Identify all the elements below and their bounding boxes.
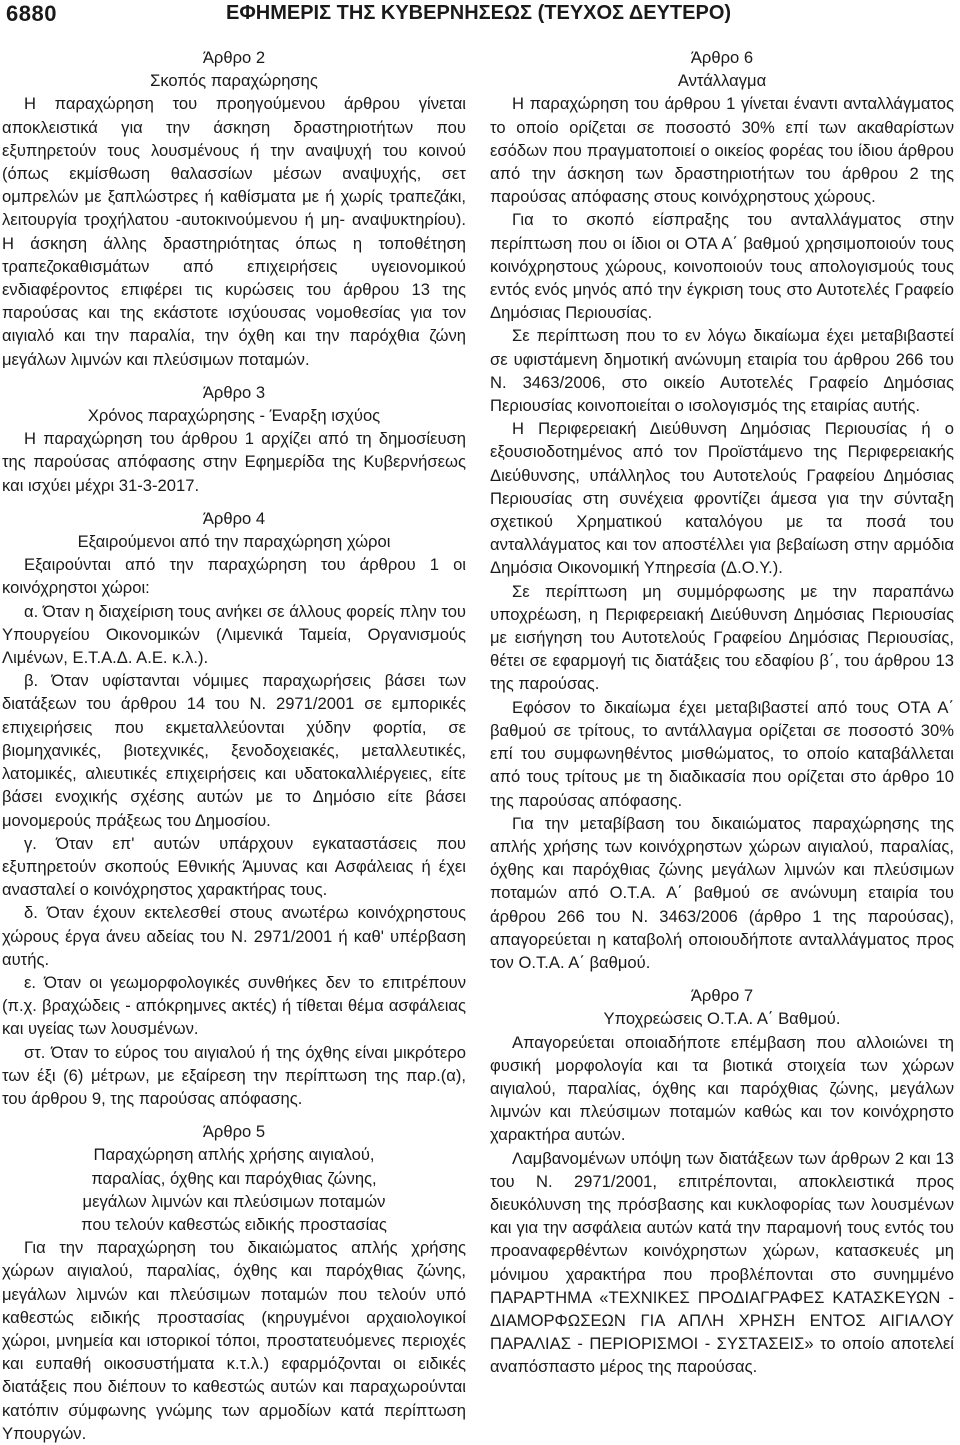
article-4-intro: Εξαιρούνται από την παραχώρηση του άρθρου 1 οι κοινόχρηστοι χώροι: [2,555,466,598]
article-4-case-d: δ. Όταν έχουν εκτελεσθεί στους ανωτέρω κοινόχρηστους χώρους έργα άνευ αδείας του Ν. 2971/2001 ή καθ' υπέρβαση αυτής. [2,903,466,969]
article-7-title: Υποχρεώσεις Ο.Τ.Α. Α΄ Βαθμού. [603,1009,841,1029]
article-3-title: Χρόνος παραχώρησης - Έναρξη ισχύος [87,406,381,426]
article-4-case-a: α. Όταν η διαχείριση τους ανήκει σε άλλους φορείς πλην του Υπουργείου Οικονομικών (Λιμενικά Ταμεία, Οργανισμούς Λιμένων, Ε.Τ.Α.Δ. Α.Ε. κ.λ.). [2,601,466,668]
article-2-heading: Άρθρο 2 [202,48,266,67]
article-4-case-b: β. Όταν υφίστανται νόμιμες παραχωρήσεις βάσει των διατάξεων του άρθρου 14 του Ν. 2971/2001 σε εμπορικές επιχειρήσεις που εκμεταλλεύονται χύδην φορτία, σε βιομηχανικές, βιοτεχνικές, ξενοδοχειακές, μεταλλευτικές, λατομικές, αλιευτικές επιχειρήσεις και υδατοκαλλιέργειες, είτε βάσει ενοχικής σχέσης αυτών με το Δημόσιο είτε βάσει μονομερούς πράξεως του Δημοσίου. [2,671,466,830]
article-6-paragraph-6: Εφόσον το δικαίωμα έχει μεταβιβαστεί από τους ΟΤΑ Α΄ βαθμού σε τρίτους, το αντάλλαγμα ορίζεται σε ποσοστό 30% επί του συμφωνηθέντος μισθώματος, το οποίο καταβάλλεται από τους τρίτους με τη διαδικασία που ορίζεται στο άρθρο 10 της παρούσας απόφασης. [490,697,954,810]
article-6-paragraph-3: Σε περίπτωση που το εν λόγω δικαίωμα έχει μεταβιβαστεί σε υφιστάμενη δημοτική ανώνυμη εταιρία του άρθρου 266 του Ν. 3463/2006, στο οικείο Αυτοτελές Γραφείο Δημόσιας Περιουσίας κοινοποιείται ο ισολογισμός της εταιρίας αυτής. [490,326,954,416]
article-4-case-st: στ. Όταν το εύρος του αιγιαλού ή της όχθης είναι μικρότερο των έξι (6) μέτρων, με εξαίρεση την περίπτωση της παρ.(α), του άρθρου 9, της παρούσας απόφασης. [2,1042,466,1108]
article-5-heading: Άρθρο 5 [202,1122,266,1142]
article-5-title-line-1: Παραχώρηση απλής χρήσης αιγιαλού, [93,1145,375,1165]
article-6-paragraph-4: Η Περιφερειακή Διεύθυνση Δημόσιας Περιουσίας ή ο εξουσιοδοτημένος από τον Προϊστάμενο της Περιφερειακής Διεύθυνσης, υπάλληλος του Αυτοτελούς Γραφείου Δημόσιας Περιουσίας στη συνέχεια φροντίζει άμεσα για την σύνταξη σχετικού Χρηματικού καταλόγου με τα ποσά του ανταλλάγματος και τον αποστέλλει για βεβαίωση στην αρμόδια Δημόσια Οικονομική Υπηρεσία (Δ.Ο.Υ.). [490,419,954,578]
right-column [490,46,954,1379]
page-number: 6880 [6,1,57,26]
article-6-paragraph-5: Σε περίπτωση μη συμμόρφωσης με την παραπάνω υποχρέωση, η Περιφερειακή Διεύθυνση Δημόσιας Περιουσίας με εισήγηση του Αυτοτελούς Γραφείου Δημόσιας Περιουσίας, θέτει σε εφαρμογή τις διατάξεις του εδαφίου β΄, του άρθρου 13 της παρούσας. [490,581,954,694]
article-5-title-line-3: μεγάλων λιμνών και πλεύσιμων ποταμών [82,1191,386,1211]
left-column [2,46,466,1445]
article-7-paragraph-2: Λαμβανομένων υπόψη των διατάξεων των άρθρων 2 και 13 του Ν. 2971/2001, επιτρέπονται, αποκλειστικά προς διευκόλυνση της πρόσβασης και κυκλοφορίας των λουσμένων και για την ασφάλεια αυτών κατά την παραμονή τους εντός του προαναφερθέντων κοινόχρηστων χώρων, κατασκευές μη μόνιμου χαρακτήρα που προβλέπονται στο συνημμένο ΠΑΡΑΡΤΗΜΑ «ΤΕΧΝΙΚΕΣ ΠΡΟΔΙΑΓΡΑΦΕΣ ΚΑΤΑΣΚΕΥΩΝ - ΔΙΑΜΟΡΦΩΣΕΩΝ ΓΙΑ ΑΠΛΗ ΧΡΗΣΗ ΕΝΤΟΣ ΑΙΓΙΑΛΟΥ ΠΑΡΑΛΙΑΣ - ΠΕΡΙΟΡΙΣΜΟΙ - ΣΥΣΤΑΣΕΙΣ» το οποίο αποτελεί αναπόσπαστο μέρος της παρούσας. [490,1148,954,1377]
article-6-title: Αντάλλαγμα [677,71,767,91]
article-4-title: Εξαιρούμενοι από την παραχώρηση χώροι [77,532,391,552]
article-3-paragraph: Η παραχώρηση του άρθρου 1 αρχίζει από τη δημοσίευση της παρούσας απόφασης στην Εφημερίδα της Κυβερνήσεως και ισχύει μέχρι 31-3-2017. [2,429,466,495]
gazette-title: ΕΦΗΜΕΡΙΣ ΤΗΣ ΚΥΒΕΡΝΗΣΕΩΣ (ΤΕΥΧΟΣ ΔΕΥΤΕΡΟ) [226,2,732,24]
article-7-paragraph-1: Απαγορεύεται οποιαδήποτε επέμβαση που αλλοιώνει τη φυσική μορφολογία και τα βιοτικά στοιχεία των χώρων αιγιαλού, παραλίας, όχθης και παρόχθιας ζώνης, μεγάλων λιμνών και πλεύσιμων ποταμών καθώς και τον κοινόχρηστο χαρακτήρα αυτών. [490,1032,954,1145]
article-6-paragraph-2: Για το σκοπό είσπραξης του ανταλλάγματος στην περίπτωση που οι ίδιοι οι ΟΤΑ Α΄ βαθμού χρησιμοποιούν τους κοινόχρηστους χώρους, κοινοποιούν τους απολογισμούς τους εντός ενός μηνός από την έγκριση τους στο Αυτοτελές Γραφείο Δημόσιας Περιουσίας. [490,210,954,323]
article-3-heading: Άρθρο 3 [202,382,266,402]
article-4-case-c: γ. Όταν επ' αυτών υπάρχουν εγκαταστάσεις που εξυπηρετούν σκοπούς Εθνικής Άμυνας και Ασφάλειας ή έχει ανασταλεί ο κοινόχρηστος χαρακτήρας τους. [2,833,466,900]
article-4-heading: Άρθρο 4 [202,508,266,528]
article-5-paragraph: Για την παραχώρηση του δικαιώματος απλής χρήσης χώρων αιγιαλού, παραλίας, όχθης και παρόχθιας ζώνης, μεγάλων λιμνών και πλεύσιμων ποταμών που τελούν υπό καθεστώς ειδικής προστασίας (κηρυγμένοι αρχαιολογικοί χώροι, μνημεία και ιστορικοί τόποι, προστατευόμενες περιοχές και ευπαθή οικοσυστήματα κ.τ.λ.) εφαρμόζονται οι ειδικές διατάξεις που διέπουν το καθεστώς αυτών και παραχωρούνται κατόπιν σύμφωνης γνώμης των αρμοδίων κατά περίπτωση Υπουργών. [2,1238,466,1443]
article-2-title: Σκοπός παραχώρησης [150,71,318,91]
article-5-title-line-4: που τελούν καθεστώς ειδικής προστασίας [81,1214,387,1234]
article-2-paragraph: Η παραχώρηση του προηγούμενου άρθρου γίνεται αποκλειστικά για την άσκηση δραστηριοτήτων που εξυπηρετούν τους λουσμένους ή την αναψυχή του κοινού (όπως εκμίσθωση θαλασσίων μέσων αναψυχής, σετ ομπρελών με ξαπλώστρες ή καθίσματα με ή χωρίς τραπεζάκι, λειτουργία τροχήλατου -αυτοκινούμενου ή μη- αναψυκτηρίου). Η άσκηση άλλης δραστηριότητας όπως η τοποθέτηση τραπεζοκαθισμάτων από επιχειρήσεις υγειονομικού ενδιαφέροντος επιφέρει τις κυρώσεις του άρθρου 13 της παρούσας και της εκάστοτε ισχύουσας νομοθεσίας για τον αιγιαλό και την παραλία, την όχθη και την παρόχθια ζώνη μεγάλων λιμνών και πλεύσιμων ποταμών. [2,94,466,369]
article-6-paragraph-7: Για την μεταβίβαση του δικαιώματος παραχώρησης της απλής χρήσης των κοινόχρηστων χώρων αιγιαλού, παραλίας, όχθης και παρόχθιας ζώνης μεγάλων λιμνών και πλεύσιμων ποταμών από Ο.Τ.Α. Α΄ βαθμού σε ανώνυμη εταιρία του άρθρου 266 του Ν. 3463/2006 (άρθρο 1 της παρούσας), απαγορεύεται η καταβολή οποιουδήποτε ανταλλάγματος προς τον Ο.Τ.Α. Α΄ βαθμού. [490,813,954,972]
article-6-paragraph-1: Η παραχώρηση του άρθρου 1 γίνεται έναντι ανταλλάγματος το οποίο ορίζεται σε ποσοστό 30% επί των ακαθαρίστων εσόδων που πραγματοποιεί ο οικείος φορέας του ίδιου άρθρου από την άσκηση των δραστηριοτήτων του άρθρου 2 της παρούσας απόφασης στους κοινόχρηστους χώρους. [490,94,954,207]
article-5-title-line-2: παραλίας, όχθης και παρόχθιας ζώνης, [91,1168,377,1188]
article-7-heading: Άρθρο 7 [690,986,754,1006]
page-header [0,0,960,30]
article-4-case-e: ε. Όταν οι γεωμορφολογικές συνθήκες δεν το επιτρέπουν (π.χ. βραχώδεις - απόκρημνες ακτές) ή τίθεται θέμα ασφάλειας και υγείας των λουσμένων. [2,972,466,1039]
article-6-heading: Άρθρο 6 [690,48,754,67]
